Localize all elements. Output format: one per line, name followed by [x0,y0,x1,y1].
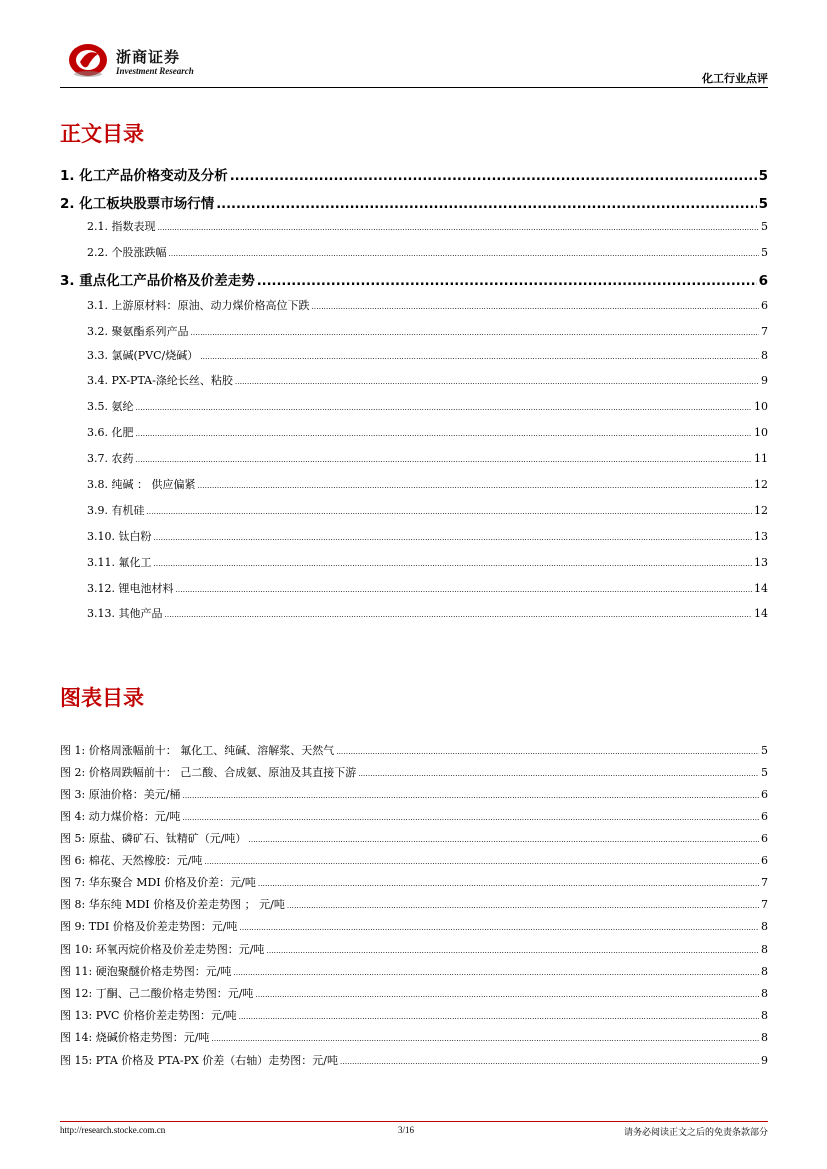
figure-entry-label: 图 7: 华东聚合 MDI 价格及价差：元/吨 [60,876,256,889]
figure-entry-page: 8 [761,1009,768,1022]
figure-leader-dots [239,924,759,932]
brand-name-cn: 浙商证券 [116,48,181,66]
figure-leader-dots [233,969,759,977]
figure-leader-dots [358,770,759,778]
figure-entry[interactable] [60,852,768,868]
figure-entry-page: 6 [761,832,768,845]
figure-entry[interactable] [60,830,768,846]
toc-leader-dots [154,560,753,568]
figure-entry-page: 7 [761,876,768,889]
toc-leader-dots [154,534,753,542]
toc-leader-dots [169,250,760,258]
toc-entry-label: 3.5. 氨纶 [87,400,134,413]
toc-leader-dots [216,197,756,212]
toc-entry[interactable] [60,323,768,339]
figure-entry[interactable] [60,1007,768,1023]
toc-entry-page: 14 [754,582,768,595]
figure-entry-label: 图 8: 华东纯 MDI 价格及价差走势图 ； 元/吨 [60,898,285,911]
toc-leader-dots [165,611,753,619]
toc-entry-label: 3.7. 农药 [87,452,134,465]
toc-leader-dots [136,404,753,412]
toc-entry-label: 2.2. 个股涨跌幅 [87,246,167,259]
figure-entry-label: 图 9: TDI 价格及价差走势图：元/吨 [60,920,238,933]
toc-entry-label: 3.4. PX-PTA-涤纶长丝、粘胶 [87,374,233,387]
figure-entry-label: 图 4: 动力煤价格：元/吨 [60,810,181,823]
figure-entry-label: 图 5: 原盐、磷矿石、钛精矿（元/吨） [60,832,247,845]
toc-leader-dots [235,378,759,386]
toc-entry-label: 3.8. 纯碱 ： 供应偏紧 [87,478,196,491]
toc-entry[interactable] [60,218,768,234]
figure-entry[interactable] [60,742,768,758]
figure-entry-page: 8 [761,920,768,933]
figure-leader-dots [255,991,759,999]
toc-entry-page: 5 [758,196,768,212]
figure-entry[interactable] [60,918,768,934]
figure-leader-dots [182,814,759,822]
toc-title: 正文目录 [60,122,144,146]
figure-entry-label: 图 15: PTA 价格及 PTA-PX 价差（右轴）走势图：元/吨 [60,1054,339,1067]
toc-leader-dots [136,456,753,464]
toc-entry[interactable] [60,605,768,621]
toc-entry-label: 3.10. 钛白粉 [87,530,152,543]
toc-entry[interactable] [60,398,768,414]
toc-entry-label: 2. 化工板块股票市场行情 [60,196,215,212]
figure-entry[interactable] [60,808,768,824]
figure-entry[interactable] [60,963,768,979]
figure-entry[interactable] [60,941,768,957]
toc-entry[interactable] [60,450,768,466]
brand-name-en: Investment Research [116,66,194,76]
toc-entry[interactable] [60,580,768,596]
figure-leader-dots [336,748,759,756]
figure-leader-dots [287,902,759,910]
toc-entry[interactable] [60,502,768,518]
footer-disclaimer: 请务必阅读正文之后的免责条款部分 [623,1128,768,1138]
figure-entry-page: 8 [761,987,768,1000]
toc-entry-label: 3.6. 化肥 [87,426,134,439]
footer-divider [60,1121,768,1122]
toc-entry-page: 5 [761,246,768,259]
toc-entry[interactable] [60,372,768,388]
toc-entry-label: 3.13. 其他产品 [87,607,163,620]
toc-entry-page: 10 [754,400,768,413]
figure-entry-label: 图 10: 环氧丙烷价格及价差走势图：元/吨 [60,943,265,956]
figure-entry-page: 6 [761,810,768,823]
toc-entry-page: 6 [758,273,768,289]
figure-leader-dots [248,836,759,844]
figure-leader-dots [239,1013,759,1021]
toc-entry[interactable] [60,192,768,212]
figure-leader-dots [182,792,759,800]
toc-leader-dots [197,482,752,490]
toc-entry-page: 5 [761,220,768,233]
header-divider [60,87,768,88]
figure-entry-label: 图 2: 价格周跌幅前十： 己二酸、合成氨、原油及其直接下游 [60,766,357,779]
figure-entry-page: 8 [761,965,768,978]
toc-leader-dots [191,329,760,337]
toc-leader-dots [176,586,753,594]
figure-entry-label: 图 12: 丁酮、己二酸价格走势图：元/吨 [60,987,254,1000]
toc-entry[interactable] [60,347,768,363]
toc-entry-page: 13 [754,556,768,569]
figures-title: 图表目录 [60,686,144,710]
figure-entry-page: 8 [761,943,768,956]
toc-leader-dots [136,430,753,438]
toc-entry-page: 10 [754,426,768,439]
figure-entry-page: 8 [761,1031,768,1044]
figure-leader-dots [266,947,759,955]
figure-entry-label: 图 1: 价格周涨幅前十： 氟化工、纯碱、溶解浆、天然气 [60,744,335,757]
toc-entry-page: 5 [758,168,768,184]
figure-entry-label: 图 6: 棉花、天然橡胶：元/吨 [60,854,203,867]
toc-entry-label: 3.2. 聚氨酯系列产品 [87,325,189,338]
figure-leader-dots [204,858,759,866]
toc-leader-dots [257,274,757,289]
figure-entry-page: 5 [761,766,768,779]
toc-entry[interactable] [60,297,768,313]
toc-entry-page: 6 [761,299,768,312]
figure-entry[interactable] [60,896,768,912]
toc-entry[interactable] [60,528,768,544]
figure-entry-page: 9 [761,1054,768,1067]
toc-entry[interactable] [60,424,768,440]
toc-entry-label: 3.11. 氟化工 [87,556,152,569]
figure-entry-label: 图 13: PVC 价格价差走势图：元/吨 [60,1009,237,1022]
figure-entry-page: 7 [761,898,768,911]
toc-leader-dots [147,508,753,516]
toc-entry-page: 11 [754,452,768,465]
figure-leader-dots [340,1058,759,1066]
toc-entry[interactable] [60,269,768,289]
footer-page-number: 3/16 [398,1125,415,1135]
toc-leader-dots [158,224,760,232]
figure-entry-label: 图 11: 硬泡聚醚价格走势图：元/吨 [60,965,232,978]
page-header [60,40,768,88]
toc-entry-label: 3.9. 有机硅 [87,504,145,517]
figure-entry-label: 图 3: 原油价格：美元/桶 [60,788,181,801]
toc-leader-dots [230,169,757,184]
toc-leader-dots [312,303,760,311]
toc-entry[interactable] [60,164,768,184]
figure-leader-dots [211,1035,759,1043]
company-logo-icon [66,40,110,78]
toc-entry-page: 12 [754,478,768,491]
toc-entry[interactable] [60,554,768,570]
figure-entry[interactable] [60,1052,768,1068]
toc-entry-page: 13 [754,530,768,543]
figure-entry-page: 6 [761,854,768,867]
toc-entry[interactable] [60,244,768,260]
report-type-label: 化工行业点评 [702,72,768,85]
toc-entry-page: 7 [761,325,768,338]
figure-entry[interactable] [60,1029,768,1045]
figure-entry[interactable] [60,985,768,1001]
toc-entry-label: 3.12. 锂电池材料 [87,582,174,595]
toc-entry-label: 1. 化工产品价格变动及分析 [60,168,228,184]
toc-entry-page: 9 [761,374,768,387]
toc-entry-label: 3.3. 氯碱(PVC/烧碱） [87,349,199,362]
toc-leader-dots [200,353,759,361]
toc-entry-page: 14 [754,607,768,620]
figure-leader-dots [258,880,759,888]
figure-entry-page: 6 [761,788,768,801]
figure-entry[interactable] [60,874,768,890]
toc-entry-label: 2.1. 指数表现 [87,220,156,233]
toc-entry[interactable] [60,476,768,492]
toc-entry-page: 12 [754,504,768,517]
figure-entry[interactable] [60,764,768,780]
footer-url[interactable]: http://research.stocke.com.cn [60,1125,166,1135]
toc-entry-page: 8 [761,349,768,362]
figure-entry-label: 图 14: 烧碱价格走势图：元/吨 [60,1031,210,1044]
toc-entry-label: 3.1. 上游原材料：原油、动力煤价格高位下跌 [87,299,310,312]
toc-entry-label: 3. 重点化工产品价格及价差走势 [60,273,255,289]
figure-entry-page: 5 [761,744,768,757]
figure-entry[interactable] [60,786,768,802]
